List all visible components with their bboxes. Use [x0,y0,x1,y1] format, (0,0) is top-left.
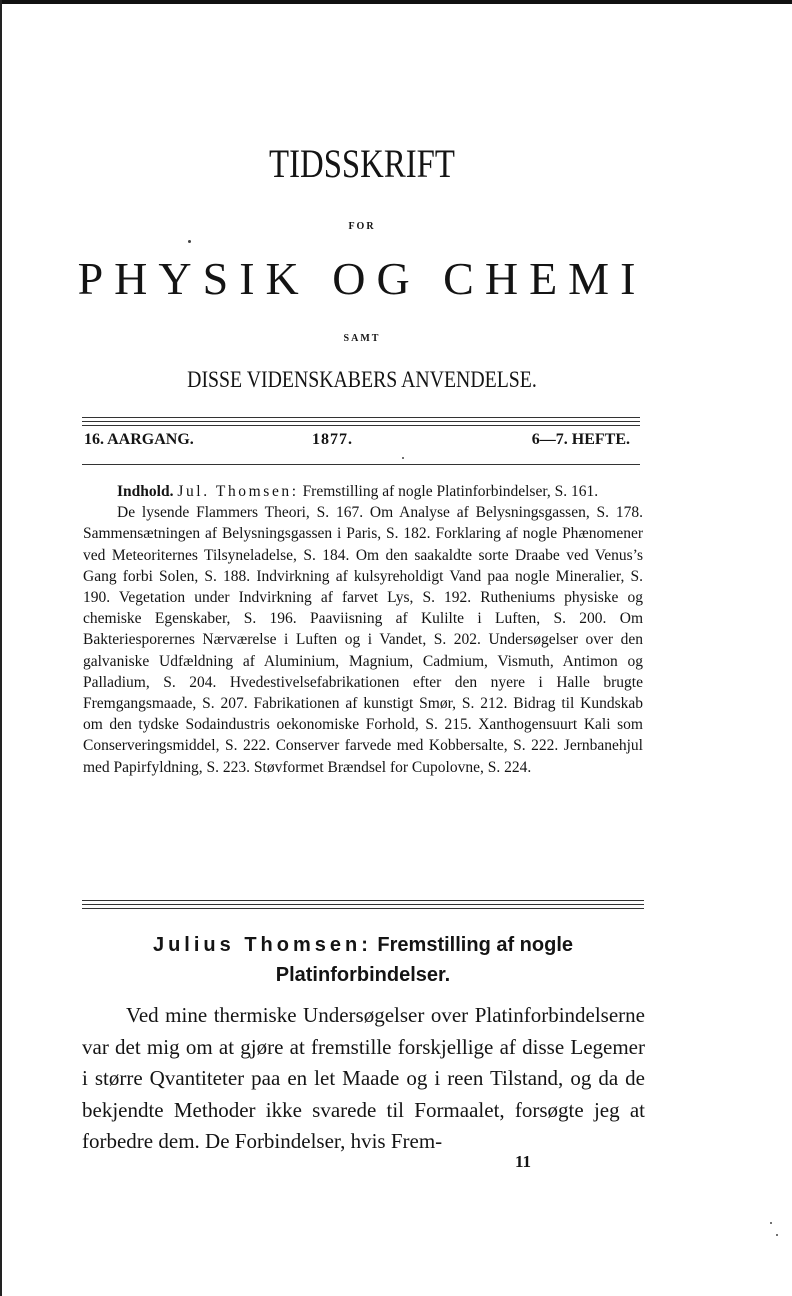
article-title: Fremstilling af nogle Platinforbindelser. [275,934,574,986]
contents-first-entry [83,481,643,502]
contents-rule-3 [82,908,644,909]
volume-label: 16. AARGANG. [84,431,194,448]
scan-speck [770,1222,772,1224]
header-rule-top-1 [82,417,640,418]
scan-speck [188,240,191,243]
issue-number-label: 6—7. HEFTE. [531,431,630,448]
contents-rule-1 [82,900,644,901]
article-author: Julius Thomsen: [152,934,372,956]
article-paragraph: Ved mine thermiske Undersøgelser over Platinforbindelserne var det mig om at gjøre at fremstille forskjellige af disse Legemer i større Qvantiteter paa en let Maade og i reen Tilstand, og da de bekjendte Methoder ikke svarede til Formaalet, forsøgte jeg at forbedre dem. De Forbindelser, hvis Frem- [82,1003,645,1153]
contents-first-item: Fremstilling af nogle Platinforbindelser, S. 161. [298,483,599,500]
contents-label: Indhold. [117,483,174,500]
scan-speck [402,457,404,459]
page-number: 11 [515,1152,532,1171]
for-label: FOR [348,221,376,232]
issue-rule [82,464,640,465]
table-of-contents [83,481,643,778]
article-heading [82,930,644,990]
issue-line [84,431,630,455]
scan-left-edge [0,0,2,1296]
scan-speck [776,1234,778,1236]
contents-rule-2 [82,904,644,905]
scan-top-edge [0,0,792,4]
article-body [82,1000,645,1158]
contents-entries: De lysende Flammers Theori, S. 167. Om Analyse af Belysningsgassen, S. 178. Sammensætningen af Belysningsgassen i Paris, S. 182. Forklaring af nogle Phænomener ved Meteoriternes Tilsyneladelse, S. 184. Om den saakaldte sorte Draabe ved Venus’s Gang forbi Solen, S. 188. Indvirkning af kulsyreholdigt Vand paa nogle Mineralier, S. 190. Vegetation under Indvirkning af farvet Lys, S. 192. Rutheniums physiske og chemiske Egenskaber, S. 196. Paaviisning af Kulilte i Luften, S. 200. Om Bakteriesporernes Nærværelse i Luften og i Vandet, S. 202. Undersøgelser over den galvaniske Udfældning af Aluminium, Magnium, Cadmium, Vismuth, Antimon og Palladium, S. 204. Hvedestivelsefabrikationen efter den nyere i Halle brugte Fremgangsmaade, S. 207. Fabrikationen af kunstigt Smør, S. 212. Bidrag til Kundskab om den tydske Sodaindustris oekonomiske Forhold, S. 215. Xanthogensuurt Kali som Conserveringsmiddel, S. 222. Conserver farvede med Kobbersalte, S. 222. Jernbanehjul med Papirfyldning, S. 223. Støvformet Brændsel for Cupolovne, S. 224. [83,504,643,776]
year-label: 1877. [312,431,353,448]
contents-first-author: Jul. Thomsen: [177,483,299,500]
samt-label: SAMT [343,333,381,344]
journal-title: TIDSSKRIFT [269,141,455,186]
header-rule-top-3 [82,425,640,426]
header-rule-top-2 [82,421,640,422]
journal-main-title: PHYSIK OG CHEMI [77,253,647,304]
journal-subtitle: DISSE VIDENSKABERS ANVENDELSE. [187,367,537,392]
